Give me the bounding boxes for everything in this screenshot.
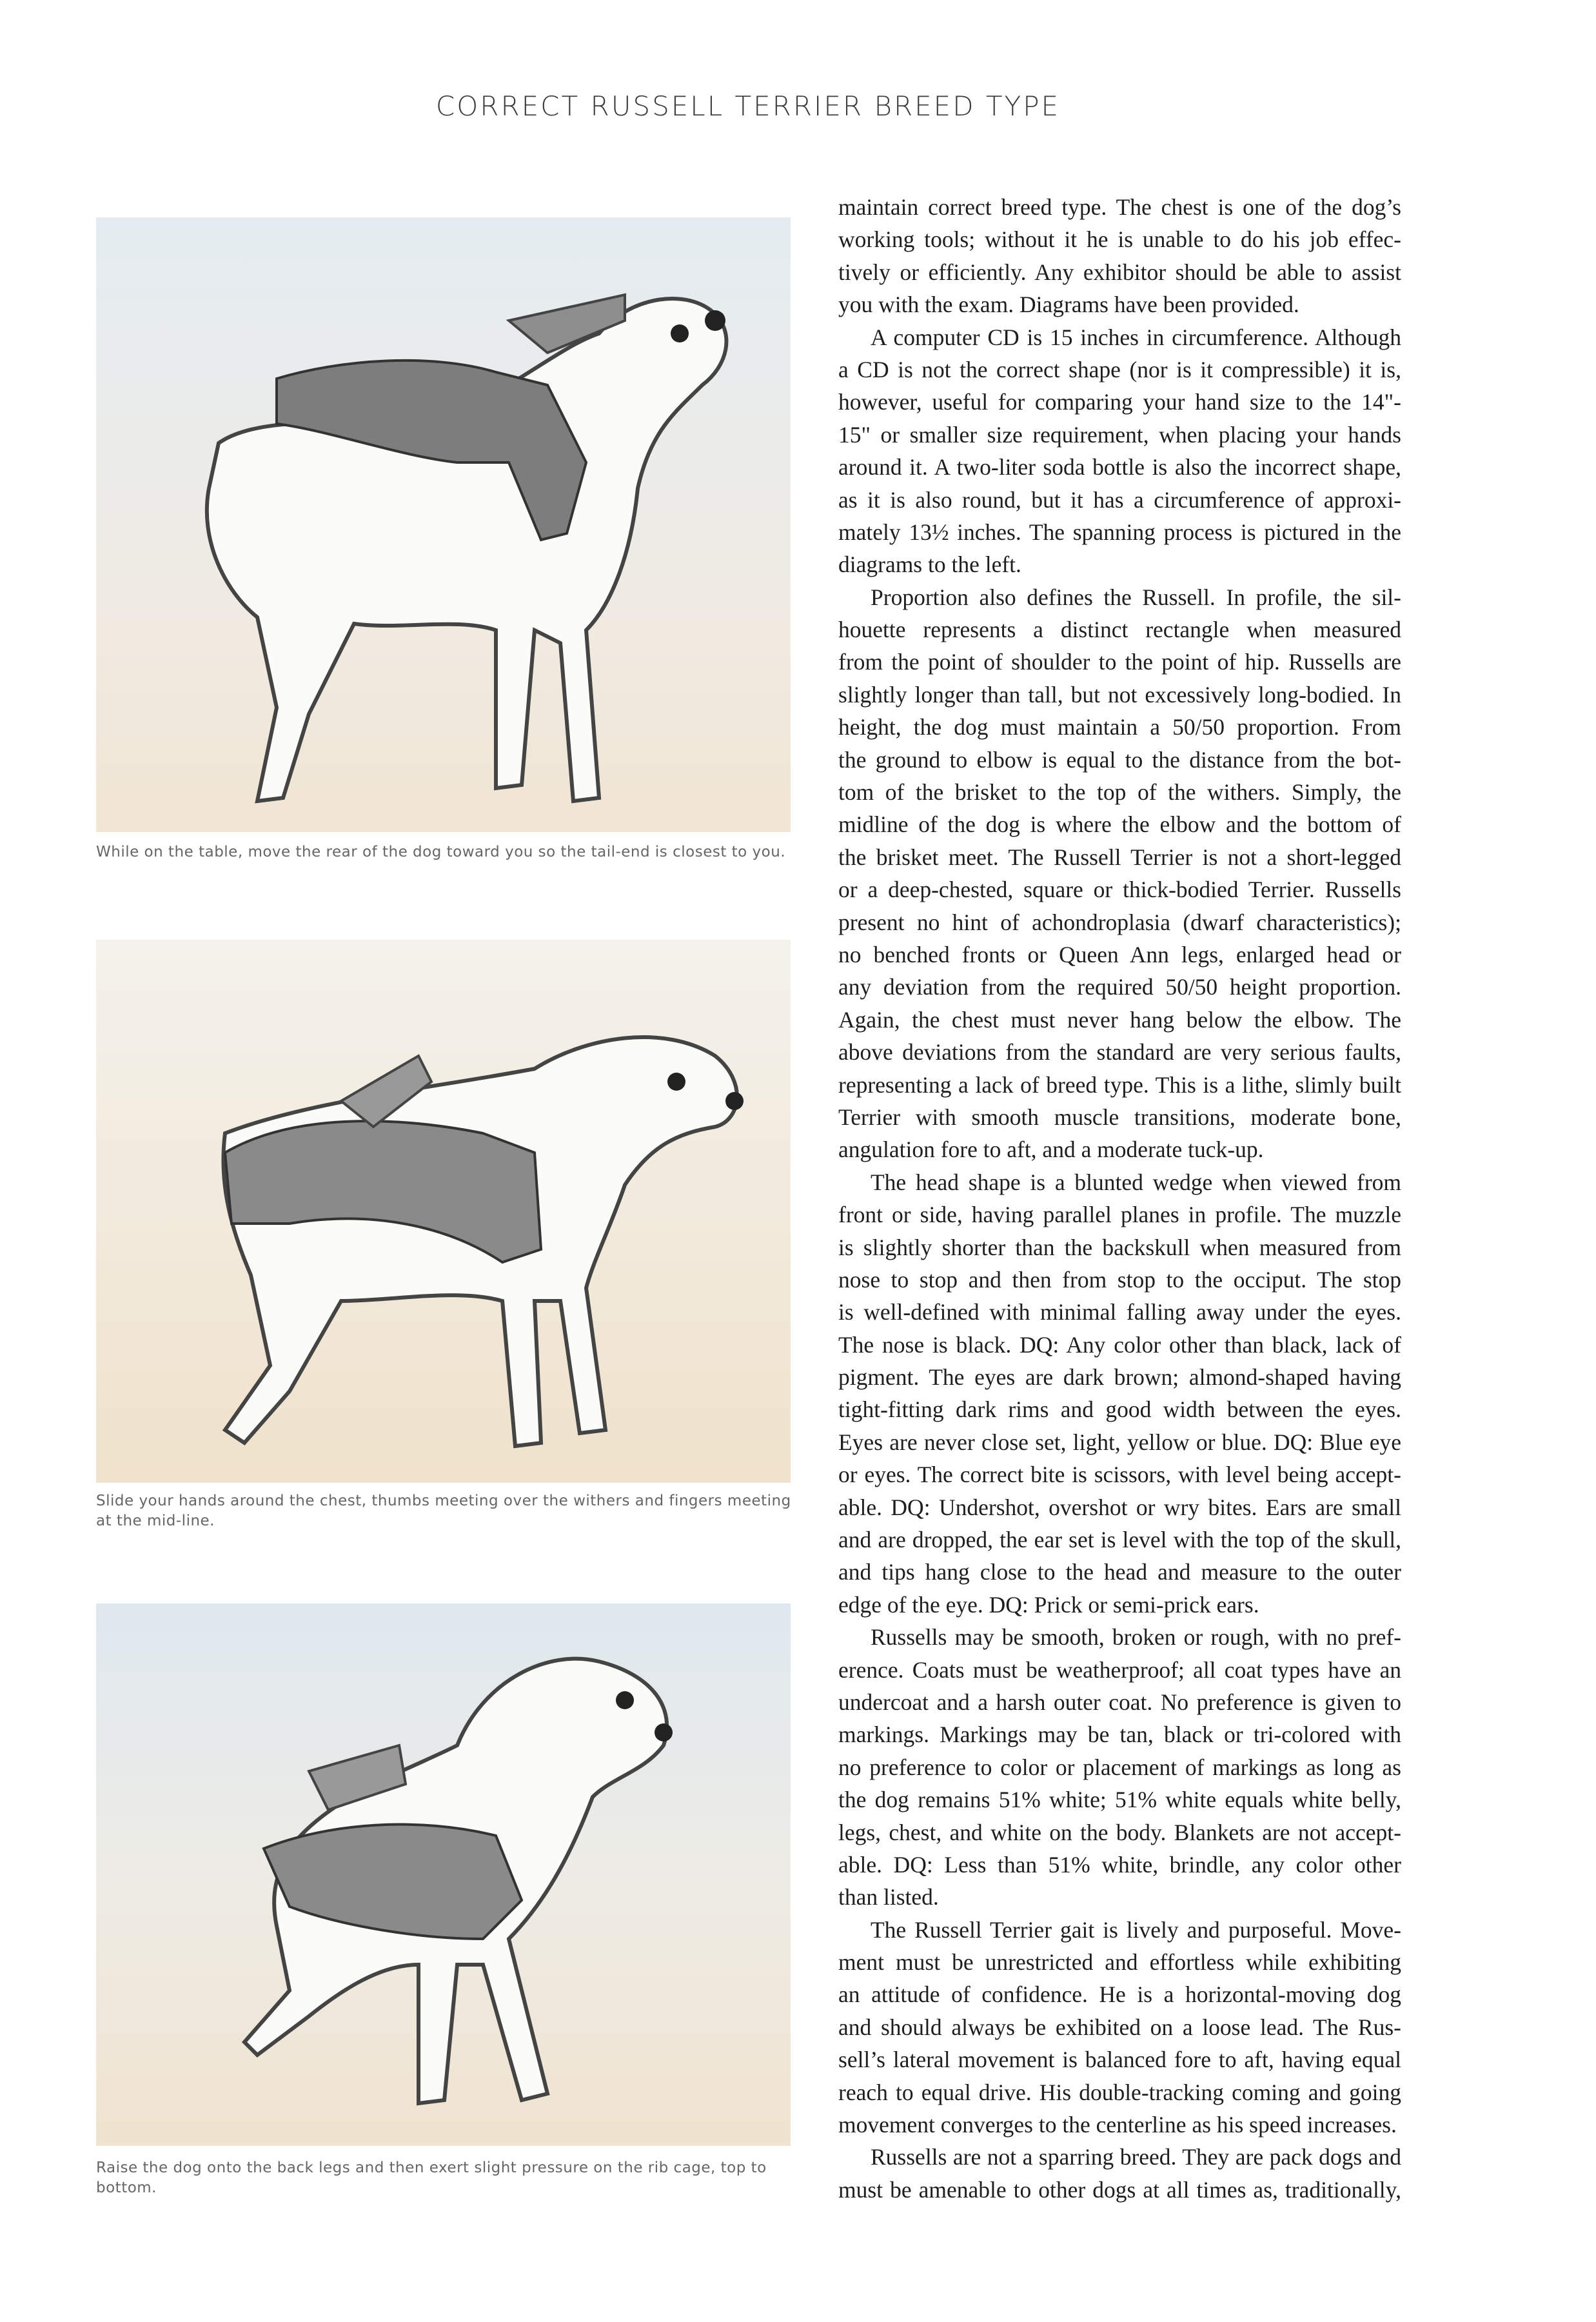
text-line: Again, the chest must never hang below the elbow. The xyxy=(838,1006,1401,1033)
text-line: legs, chest, and white on the body. Blankets are not accept- xyxy=(838,1819,1401,1845)
text-line: nose to stop and then from stop to the occiput. The stop xyxy=(838,1266,1401,1293)
text-line: and tips hang close to the head and measure to the outer xyxy=(838,1559,1401,1585)
text-line: representing a lack of breed type. This is a lithe, slimly built xyxy=(838,1071,1401,1098)
paragraph xyxy=(838,581,1401,1166)
text-line: than listed. xyxy=(838,1884,939,1910)
text-line: no benched fronts or Queen Ann legs, enlarged head or xyxy=(838,941,1401,968)
text-line: Terrier with smooth muscle transitions, moderate bone, xyxy=(838,1104,1401,1130)
text-line: the ground to elbow is equal to the distance from the bot- xyxy=(838,746,1401,773)
text-line: an attitude of confidence. He is a horizontal-moving dog xyxy=(838,1981,1401,2008)
text-line: tight-fitting dark rims and good width between the eyes. xyxy=(838,1396,1401,1423)
text-line: 15" or smaller size requirement, when placing your hands xyxy=(838,421,1401,448)
text-line: slightly longer than tall, but not excessively long-bodied. In xyxy=(838,681,1401,708)
text-line: from the point of shoulder to the point of hip. Russells are xyxy=(838,649,1401,675)
text-line: pigment. The eyes are dark brown; almond-shaped having xyxy=(838,1364,1401,1391)
text-line: no preference to color or placement of markings as long as xyxy=(838,1754,1401,1780)
text-line: Proportion also defines the Russell. In profile, the sil- xyxy=(871,584,1401,610)
text-line: angulation fore to aft, and a moderate tuck-up. xyxy=(838,1136,1264,1163)
text-line: however, useful for comparing your hand size to the 14"- xyxy=(838,389,1401,415)
text-line: is slightly shorter than the backskull when measured from xyxy=(838,1234,1401,1260)
text-line: and should always be exhibited on a loose lead. The Rus- xyxy=(838,2014,1401,2040)
text-line: movement converges to the centerline as his speed increases. xyxy=(838,2112,1397,2138)
illustration-dog-raised-on-back-legs xyxy=(96,1603,791,2146)
illustration-dog-on-table xyxy=(96,217,791,832)
text-line: undercoat and a harsh outer coat. No preference is given to xyxy=(838,1689,1401,1715)
paragraph xyxy=(838,321,1401,581)
text-line: as it is also round, but it has a circumference of approxi- xyxy=(838,486,1401,513)
illustration-hands-around-chest xyxy=(96,940,791,1483)
text-line: ment must be unrestricted and effortless while exhibiting xyxy=(838,1949,1401,1976)
text-line: must be amenable to other dogs at all times as, traditionally, xyxy=(838,2176,1401,2203)
text-line: or eyes. The correct bite is scissors, with level being accept- xyxy=(838,1462,1401,1488)
text-line: The head shape is a blunted wedge when viewed from xyxy=(871,1169,1401,1195)
text-line: tom of the brisket to the top of the withers. Simply, the xyxy=(838,779,1401,806)
figure-caption: While on the table, move the rear of the dog toward you so the tail-end is closest to you. xyxy=(96,844,786,860)
text-line: Eyes are never close set, light, yellow or blue. DQ: Blue eye xyxy=(838,1429,1401,1455)
text-line: The Russell Terrier gait is lively and purposeful. Move- xyxy=(871,1916,1401,1943)
text-line: A computer CD is 15 inches in circumference. Although xyxy=(871,324,1401,350)
text-line: tively or efficiently. Any exhibitor should be able to assist xyxy=(838,259,1401,285)
text-line: a CD is not the correct shape (nor is it compressible) it is, xyxy=(838,356,1401,382)
text-line: midline of the dog is where the elbow and the bottom of xyxy=(838,811,1401,838)
text-line: Russells are not a sparring breed. They are pack dogs and xyxy=(871,2144,1401,2170)
text-line: mately 13½ inches. The spanning process is pictured in the xyxy=(838,519,1401,545)
text-line: present no hint of achondroplasia (dwarf characteristics); xyxy=(838,909,1401,935)
text-line: able. DQ: Undershot, overshot or wry bites. Ears are small xyxy=(838,1494,1401,1520)
text-line: front or side, having parallel planes in profile. The muzzle xyxy=(838,1202,1401,1228)
text-line: is well-defined with minimal falling away under the eyes. xyxy=(838,1299,1401,1325)
paragraph xyxy=(838,1621,1401,1914)
text-line: houette represents a distinct rectangle when measured xyxy=(838,617,1401,643)
text-line: sell’s lateral movement is balanced fore to aft, having equal xyxy=(838,2047,1401,2073)
figure-caption: Slide your hands around the chest, thumbs meeting over the withers and fingers meeting at the mid-line. xyxy=(96,1493,791,1529)
text-line: you with the exam. Diagrams have been provided. xyxy=(838,292,1299,318)
paragraph xyxy=(838,191,1401,321)
figure-caption: Raise the dog onto the back legs and then exert slight pressure on the rib cage, top to bottom. xyxy=(96,2159,767,2196)
text-line: markings. Markings may be tan, black or tri-colored with xyxy=(838,1722,1401,1748)
text-line: working tools; without it he is unable to do his job effec- xyxy=(838,226,1401,253)
text-line: maintain correct breed type. The chest is one of the dog’s xyxy=(838,194,1401,220)
text-line: height, the dog must maintain a 50/50 proportion. From xyxy=(838,714,1401,740)
text-line: the brisket meet. The Russell Terrier is not a short-legged xyxy=(838,844,1401,870)
text-line: the dog remains 51% white; 51% white equals white belly, xyxy=(838,1787,1401,1813)
paragraph xyxy=(838,1166,1401,1621)
text-line: edge of the eye. DQ: Prick or semi-prick ears. xyxy=(838,1591,1259,1618)
text-line: erence. Coats must be weatherproof; all coat types have an xyxy=(838,1656,1401,1683)
paragraph xyxy=(838,1914,1401,2141)
body-text-column xyxy=(838,191,1401,2206)
text-line: Russells may be smooth, broken or rough, with no pref- xyxy=(871,1624,1401,1651)
text-line: around it. A two-liter soda bottle is also the incorrect shape, xyxy=(838,454,1401,481)
text-line: reach to equal drive. His double-tracking coming and going xyxy=(838,2079,1401,2105)
text-line: above deviations from the standard are very serious faults, xyxy=(838,1039,1401,1066)
text-line: diagrams to the left. xyxy=(838,551,1021,578)
text-line: or a deep-chested, square or thick-bodied Terrier. Russells xyxy=(838,877,1401,903)
text-line: any deviation from the required 50/50 height proportion. xyxy=(838,974,1401,1000)
text-line: The nose is black. DQ: Any color other than black, lack of xyxy=(838,1331,1401,1358)
text-line: able. DQ: Less than 51% white, brindle, any color other xyxy=(838,1851,1401,1878)
text-line: and are dropped, the ear set is level with the top of the skull, xyxy=(838,1527,1401,1553)
paragraph xyxy=(838,2141,1401,2206)
running-header: CORRECT RUSSELL TERRIER BREED TYPE xyxy=(435,90,1061,122)
